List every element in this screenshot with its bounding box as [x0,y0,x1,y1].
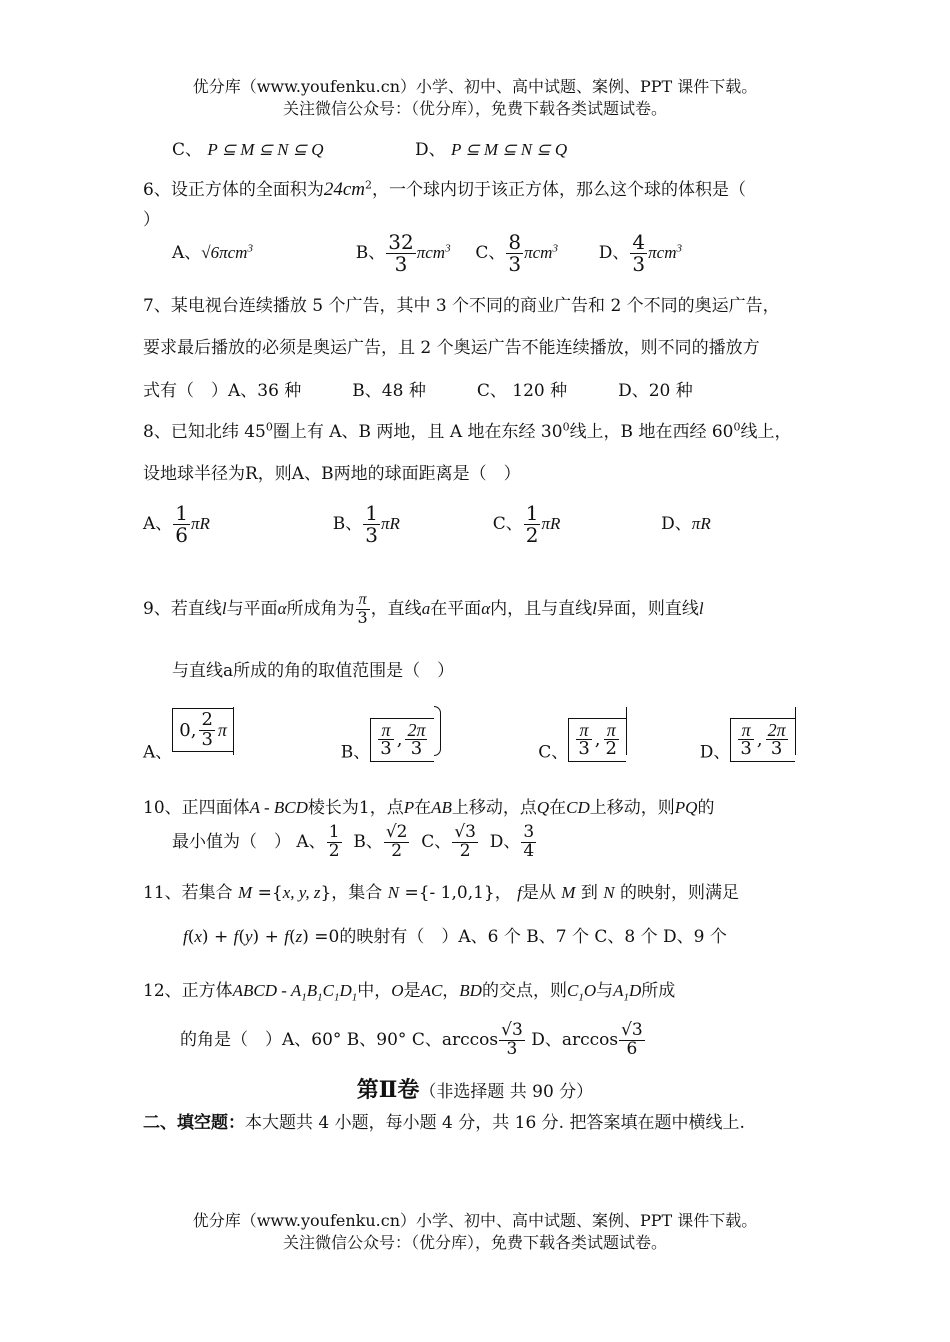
q11-line-1: 11、若集合 M ={x, y, z}，集合 N ={- 1,0,1}， f是从 M 到 N 的映射，则满足 [143,883,740,903]
q6-options: A、√6πcm$^3$ B、 $\frac{32}{3}$ πcm$^3$ C、 $\frac{8}{3}$ πcm$^3$ D、 $\frac{4}{3}$ πcm$^3$ [172,230,682,276]
footer-line-1: 优分库（www.youfenku.cn）小学、初中、高中试题、案例、PPT 课件下载。 [192,1211,758,1230]
q6-stem-tail: ） [143,210,160,230]
q12-line-2: 的角是（ ）A、60° B、90° C、arccos $\frac{√3}{3}$ D、arccos $\frac{√3}{6}$ [180,1020,643,1059]
header-line-2: 关注微信公众号：（优分库），免费下载各类试题试卷。 [282,99,667,118]
q6-stem: 6、设正方体的全面积为$24cm^2$，一个球内切于该正方体，那么这个球的体积是（ [143,178,746,200]
part2-title: 第Ⅱ卷（非选择题 共 90 分） [356,1077,594,1103]
q7-line-2: 要求最后播放的必须是奥运广告，且 2 个奥运广告不能连续播放，则不同的播放方 [143,338,760,358]
q7-line-3: 式有（ ）A、36 种 B、48 种 C、 120 种 D、20 种 [143,381,693,401]
q8-line-2: 设地球半径为R，则A、B两地的球面距离是（ ） [143,464,521,484]
q5-option-d: D、 P ⊆ M ⊆ N ⊆ Q [415,140,568,160]
q12-line-1: 12、正方体ABCD - $A_1B_1C_1D_1$中，O是AC，BD的交点，则$C_1O$与$A_1D$所成 [143,981,676,1004]
q10-line-1: 10、正四面体A - BCD棱长为1，点P在AB上移动，点Q在CD上移动，则PQ的 [143,798,715,818]
q9-line-1: 9、若直线l与平面α所成角为 $\frac{\pi}{3}$ ，直线a在平面α内，且与直线l异面，则直线l [143,591,704,627]
q7-line-1: 7、某电视台连续播放 5 个广告，其中 3 个不同的商业广告和 2 个不同的奥运广告， [143,296,780,316]
q11-line-2: f(x) + f(y) + f(z) =0的映射有（ ）A、6 个 B、7 个 C、8 个 D、9 个 [183,927,727,947]
q5-option-c: C、 P ⊆ M ⊆ N ⊆ Q [172,140,324,160]
q9-line-2: 与直线a所成的角的取值范围是（ ） [172,661,455,681]
section-2-heading: 二、填空题：本大题共 4 小题，每小题 4 分，共 16 分. 把答案填在题中横线上. [143,1113,745,1133]
q8-options: A、 $\frac{1}{6}$ πR B、 $\frac{1}{3}$ πR C、 $\frac{1}{2}$ πR D、πR [143,501,711,547]
q8-line-1: 8、已知北纬 $45^0$圈上有 A、B 两地，且 A 地在东经 $30^0$线上，B 地在西经 $60^0$线上， [143,420,792,442]
q9-options: A、0, $\frac{2}{3}$ π B、 $\frac{\pi}{3}$ , $\frac{2\pi}{3}$ C、 $\frac{\pi}{3}$ , $\frac{\pi}{2}$ D、 $\frac{\pi}{3}$ , $\frac{2\pi}{3}$ [143,706,796,763]
header-line-1: 优分库（www.youfenku.cn）小学、初中、高中试题、案例、PPT 课件下载。 [192,77,758,96]
footer-line-2: 关注微信公众号：（优分库），免费下载各类试题试卷。 [282,1233,667,1252]
q10-line-2: 最小值为（ ） A、 $\frac{1}{2}$ B、 $\frac{√2}{2}$ C、 $\frac{√3}{2}$ D、 $\frac{3}{4}$ [172,822,535,861]
